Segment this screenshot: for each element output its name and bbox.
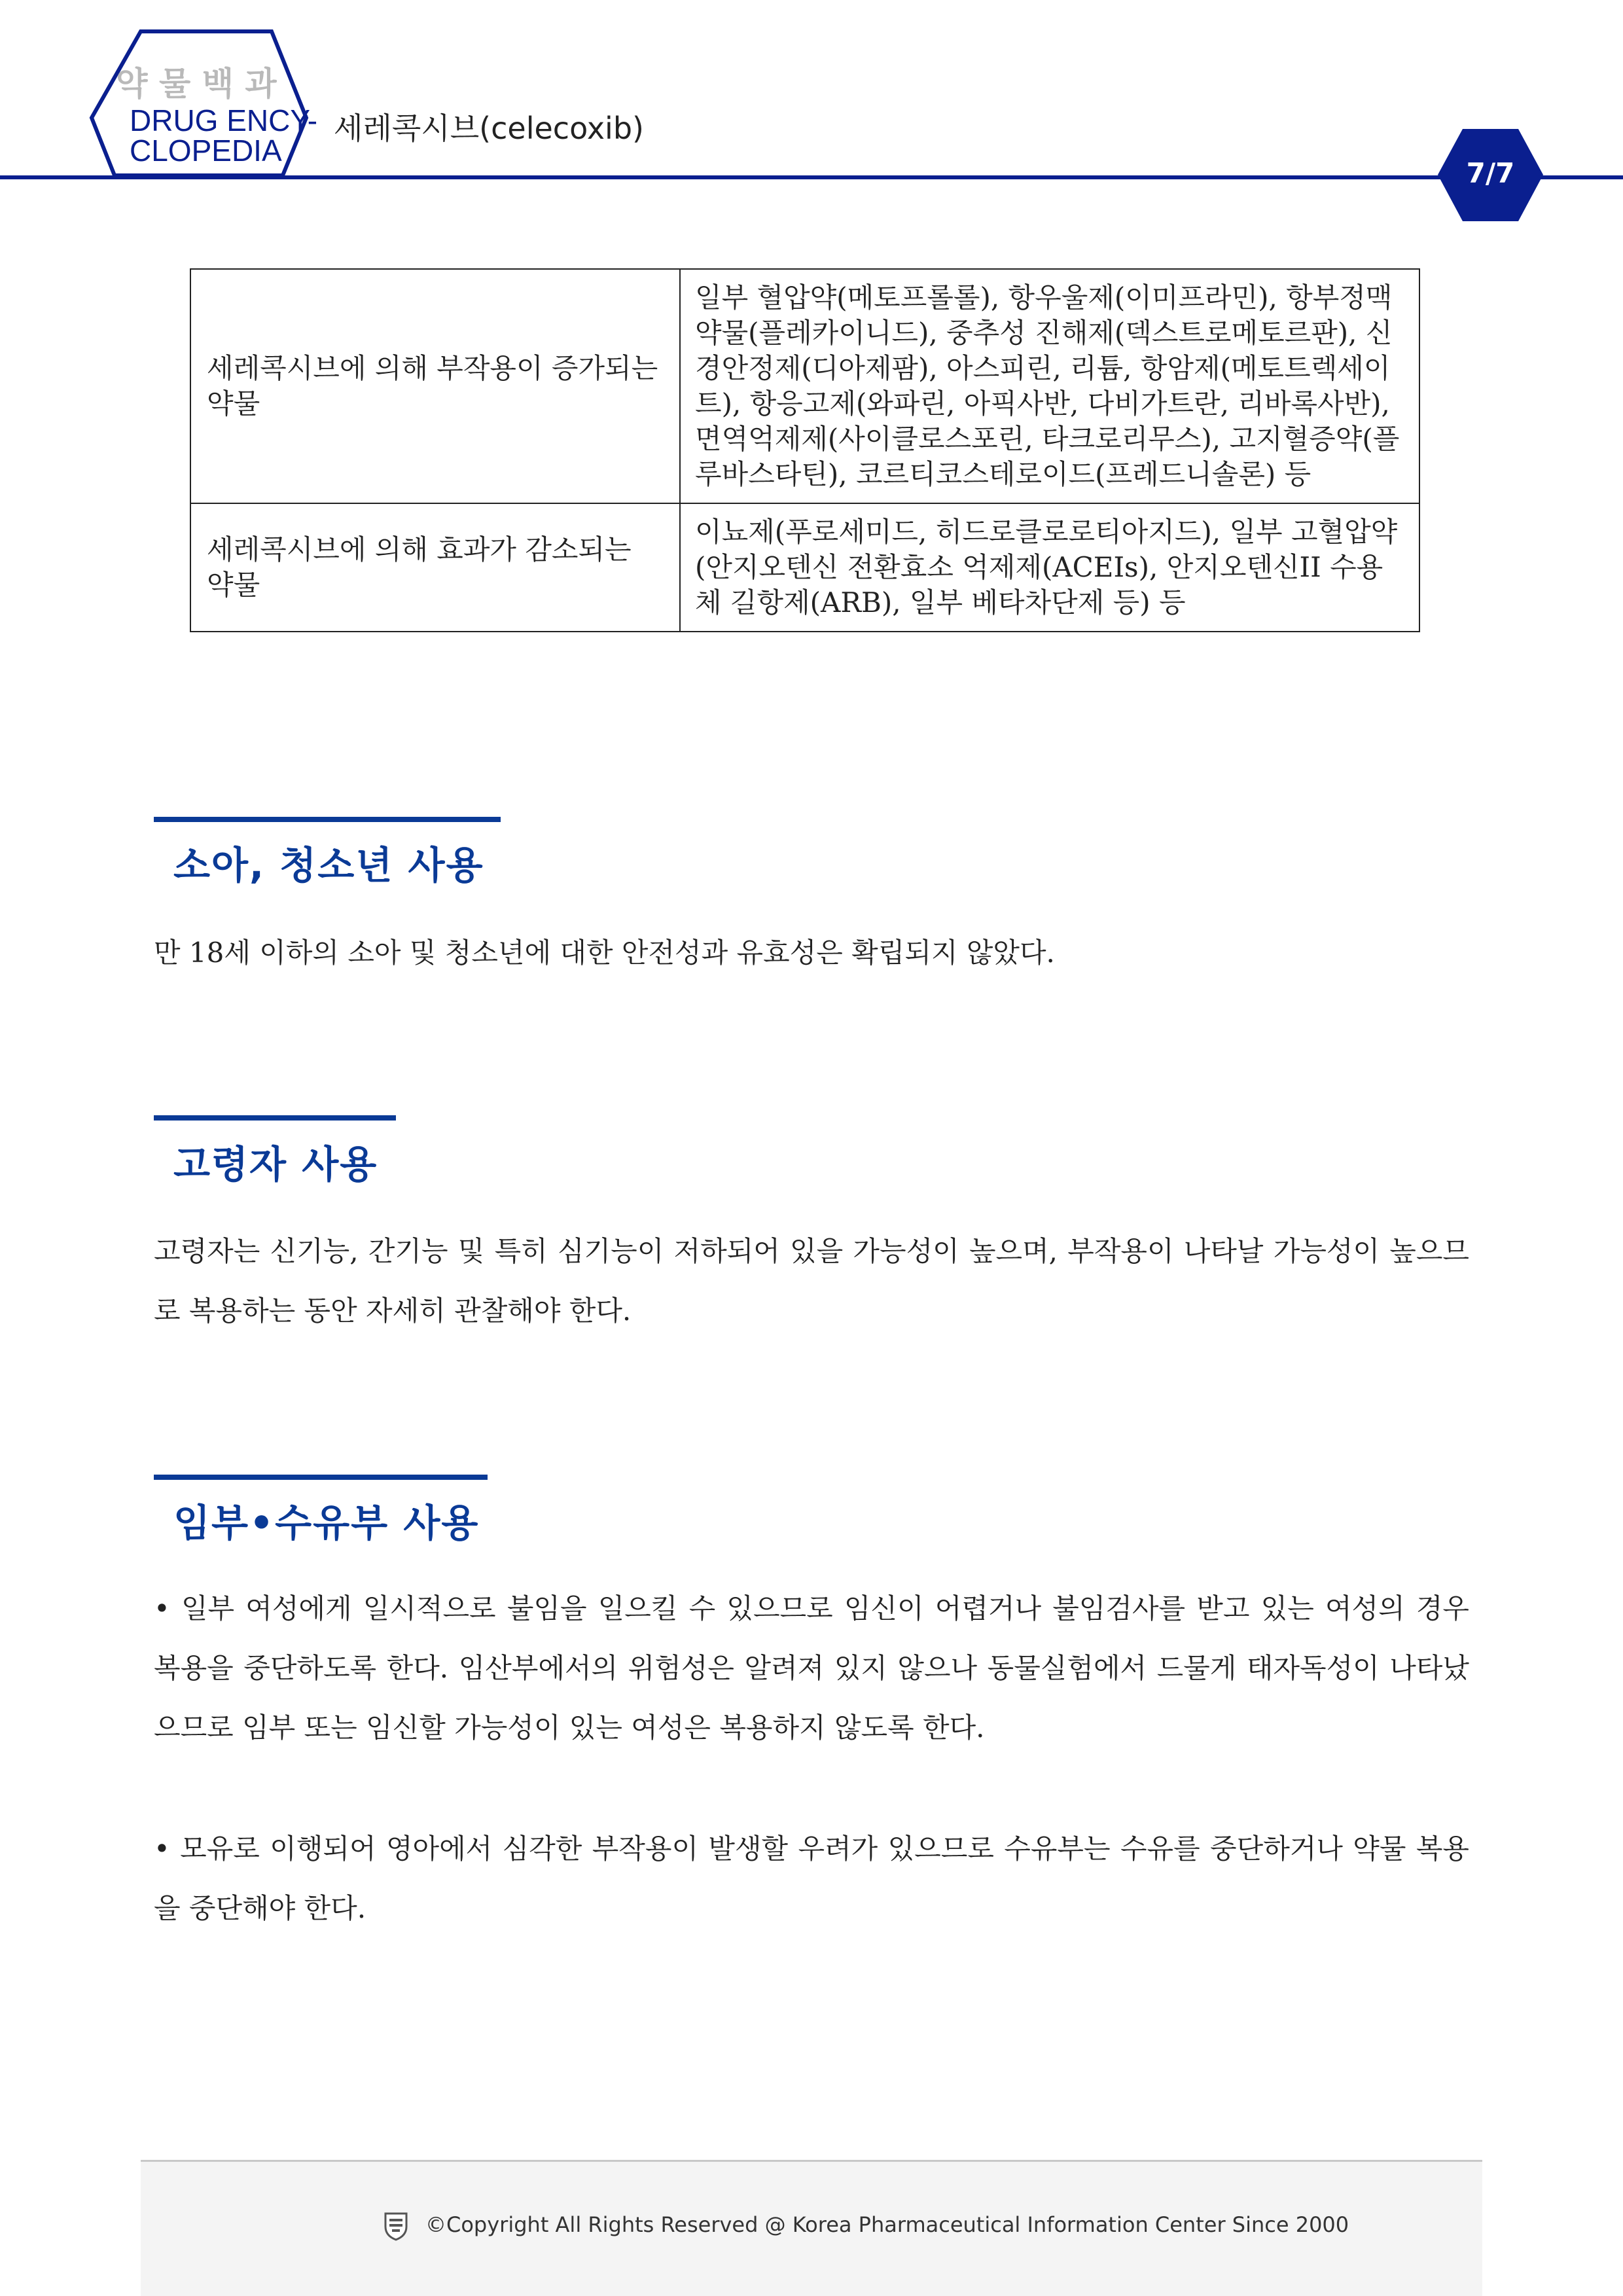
table-row	[190, 269, 1419, 503]
table-cell-value: 이뇨제(푸로세미드, 히드로클로로티아지드), 일부 고혈압약(안지오텐신 전환효소 억제제(ACEIs), 안지오텐신II 수용체 길항제(ARB), 일부 베타차단제 등) 등	[680, 503, 1419, 632]
section-divider	[154, 817, 501, 822]
section-heading-elderly: 고령자 사용	[173, 1142, 378, 1187]
table-cell-value: 일부 혈압약(메토프롤롤), 항우울제(이미프라민), 항부정맥약물(플레카이니드), 중추성 진해제(덱스트로메토르판), 신경안정제(디아제팜), 아스피린, 리튬, 항암제(메토트렉세이트), 항응고제(와파린, 아픽사반, 다비가트란, 리바록사반), 면역억제제(사이클로스포린, 타크로리무스), 고지혈증약(플루바스타틴), 코르티코스테로이드(프레드니솔론) 등	[680, 269, 1419, 503]
pregnancy-bullet-2: • 모유로 이행되어 영아에서 심각한 부작용이 발생할 우려가 있으므로 수유부는 수유를 중단하거나 약물 복용을 중단해야 한다.	[154, 1833, 1469, 1924]
table-cell-label: 세레콕시브에 의해 부작용이 증가되는 약물	[190, 269, 680, 503]
logo-line2: CLOPEDIA	[130, 134, 282, 168]
section-heading-pregnancy: 임부•수유부 사용	[173, 1501, 480, 1545]
elderly-text: 고령자는 신기능, 간기능 및 특히 심기능이 저하되어 있을 가능성이 높으며, 부작용이 나타날 가능성이 높으므로 복용하는 동안 자세히 관찰해야 한다.	[154, 1235, 1469, 1327]
section-divider	[154, 1475, 488, 1480]
section-divider	[154, 1115, 396, 1121]
header-rule	[0, 175, 1623, 179]
page-number: 7/7	[1466, 157, 1515, 189]
table-cell-label: 세레콕시브에 의해 효과가 감소되는 약물	[190, 503, 680, 632]
drug-title: 세레콕시브(celecoxib)	[334, 111, 644, 146]
section-heading-pediatric: 소아, 청소년 사용	[173, 843, 484, 888]
drug-encyclopedia-logo	[0, 0, 321, 180]
crest-icon	[383, 2211, 409, 2241]
table-row	[190, 503, 1419, 632]
logo-line1: DRUG ENCY-	[130, 103, 318, 137]
pregnancy-bullet-1: • 일부 여성에게 일시적으로 불임을 일으킬 수 있으므로 임신이 어렵거나 불임검사를 받고 있는 여성의 경우 복용을 중단하도록 한다. 임산부에서의 위험성은 알려져 있지 않으나 동물실험에서 드물게 태자독성이 나타났으므로 임부 또는 임신할 가능성이 있는 여성은 복용하지 않도록 한다.	[154, 1592, 1469, 1744]
footer-rule	[141, 2160, 1482, 2162]
drug-interaction-table	[190, 268, 1420, 632]
copyright-text: ©Copyright All Rights Reserved @ Korea Pharmaceutical Information Center Since 2000	[425, 2212, 1349, 2237]
logo-korean: 약 물 백 과	[116, 65, 277, 103]
pediatric-text: 만 18세 이하의 소아 및 청소년에 대한 안전성과 유효성은 확립되지 않았다.	[154, 937, 1055, 969]
